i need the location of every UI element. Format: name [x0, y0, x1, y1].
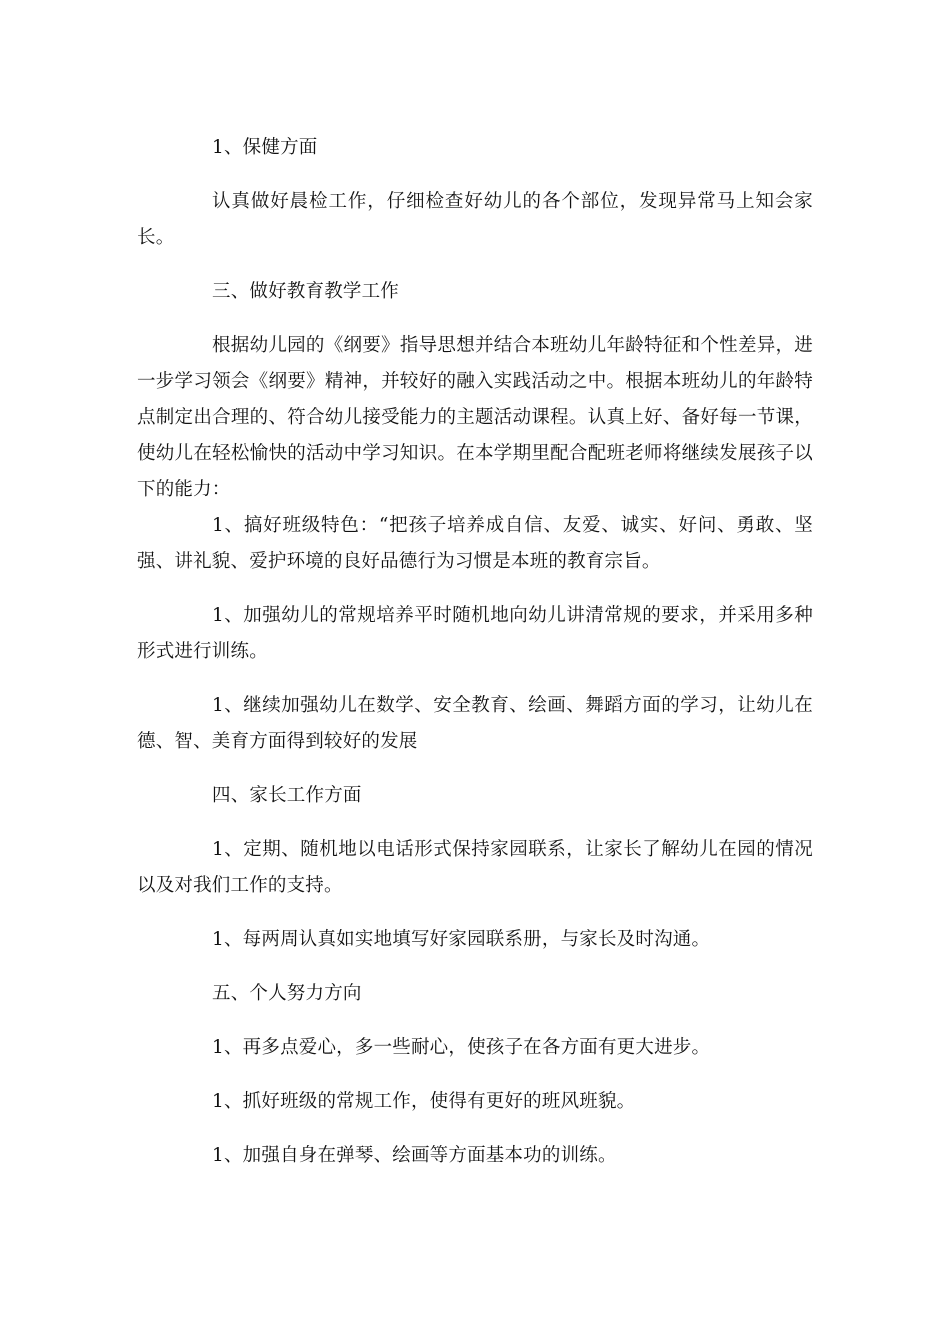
paragraph-morning-check: 认真做好晨检工作，仔细检查好幼儿的各个部位，发现异常马上知会家长。 — [137, 191, 813, 248]
section-heading-parents: 四、家长工作方面 — [212, 785, 362, 806]
list-item-class-routine: 1、抓好班级的常规工作，使得有更好的班风班貌。 — [212, 1091, 636, 1112]
section-heading-personal: 五、个人努力方向 — [212, 983, 362, 1004]
section-heading-teaching: 三、做好教育教学工作 — [212, 281, 400, 302]
list-item-patience: 1、再多点爱心，多一些耐心，使孩子在各方面有更大进步。 — [212, 1037, 711, 1058]
list-item-phone-contact: 1、定期、随机地以电话形式保持家园联系，让家长了解幼儿在园的情况以及对我们工作的支持。 — [137, 839, 813, 896]
list-item-contact-book: 1、每两周认真如实地填写好家园联系册，与家长及时沟通。 — [212, 929, 711, 950]
section-heading-health: 1、保健方面 — [212, 137, 318, 158]
list-item-routine-training: 1、加强幼儿的常规培养平时随机地向幼儿讲清常规的要求，并采用多种形式进行训练。 — [137, 605, 813, 662]
paragraph-curriculum: 根据幼儿园的《纲要》指导思想并结合本班幼儿年龄特征和个性差异，进一步学习领会《纲要》精神，并较好的融入实践活动之中。根据本班幼儿的年龄特点制定出合理的、符合幼儿接受能力的主题活动课程。认真上好、备好每一节课，使幼儿在轻松愉快的活动中学习知识。在本学期里配合配班老师将继续发展孩子以下的能力： — [137, 335, 813, 500]
list-item-basic-skills: 1、加强自身在弹琴、绘画等方面基本功的训练。 — [212, 1145, 617, 1166]
list-item-skill-learning: 1、继续加强幼儿在数学、安全教育、绘画、舞蹈方面的学习，让幼儿在德、智、美育方面得到较好的发展 — [137, 695, 813, 752]
list-item-class-feature: 1、搞好班级特色：“把孩子培养成自信、友爱、诚实、好问、勇敢、坚强、讲礼貌、爱护环境的良好品德行为习惯是本班的教育宗旨。 — [137, 515, 813, 572]
